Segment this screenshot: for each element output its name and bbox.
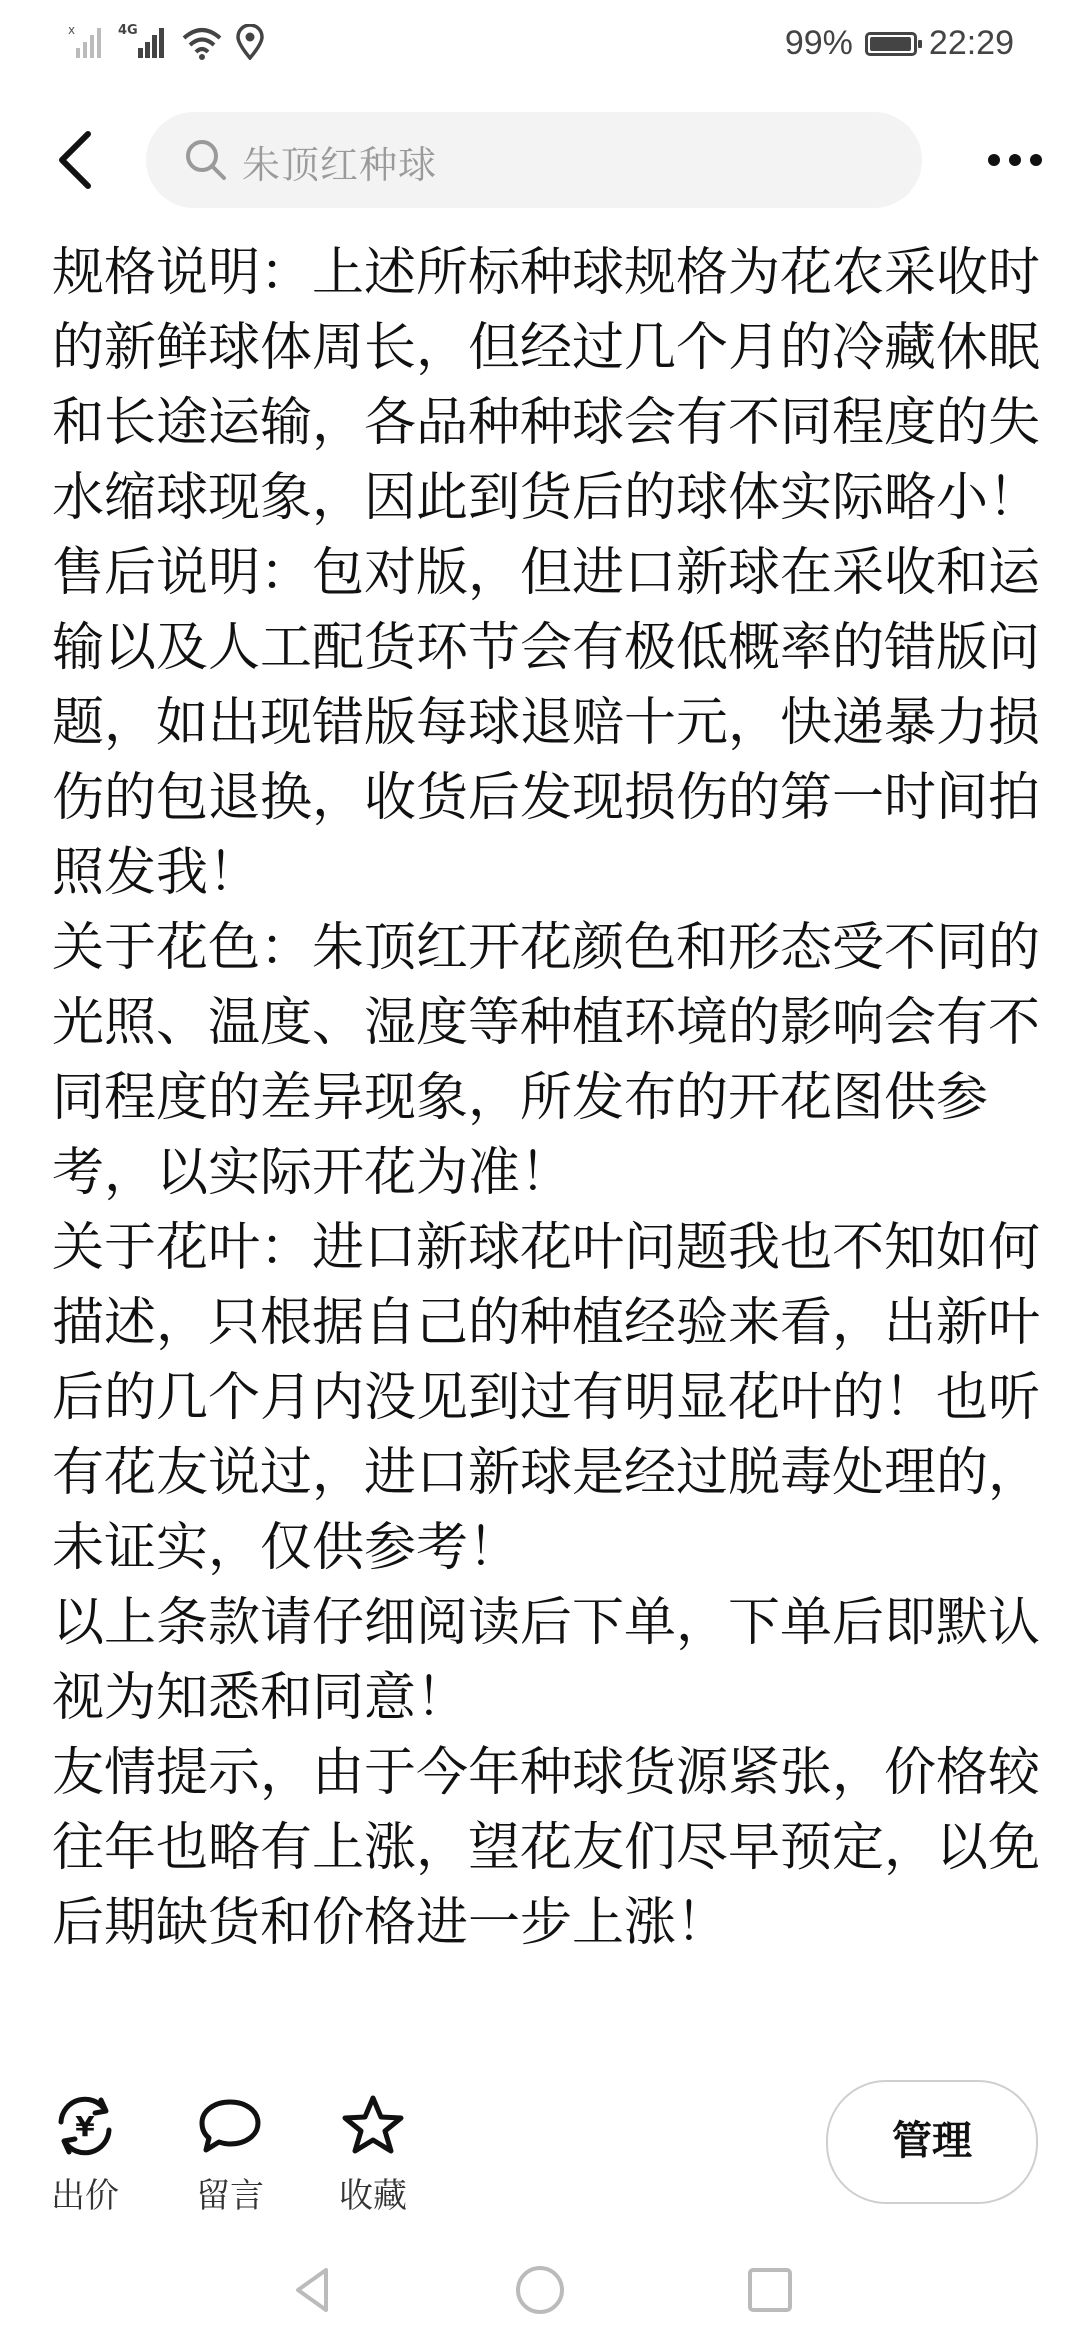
manage-button[interactable]: 管理 (826, 2080, 1038, 2204)
search-placeholder: 朱顶红种球 (242, 143, 438, 187)
paragraph-after-sales: 售后说明：包对版，但进口新球在采收和运输以及人工配货环节会有极低概率的错版问题，如出现错版每球退赔十元，快递暴力损伤的包退换，收货后发现损伤的第一时间拍照发我！ (52, 543, 1041, 903)
status-icons-left (66, 22, 264, 60)
status-icons-right (785, 24, 1014, 63)
svg-text:x: x (68, 23, 76, 37)
clock: 22:29 (928, 24, 1014, 62)
more-button[interactable] (970, 120, 1060, 200)
battery-percent: 99% (784, 24, 853, 62)
back-triangle-icon[interactable] (282, 2260, 342, 2320)
recents-square-icon[interactable] (740, 2260, 800, 2320)
system-navigation-bar (0, 2240, 1080, 2340)
battery-icon (865, 32, 917, 56)
bid-label: 出价 (51, 2176, 119, 2216)
paragraph-specification: 规格说明：上述所标种球规格为花农采收时的新鲜球体周长，但经过几个月的冷藏休眠和长途运输，各品种种球会有不同程度的失水缩球现象，因此到货后的球体实际略小！ (52, 243, 1041, 528)
back-icon (40, 120, 120, 200)
svg-text:¥: ¥ (75, 2110, 95, 2143)
paragraph-flower-color: 关于花色：朱顶红开花颜色和形态受不同的光照、温度、湿度等种植环境的影响会有不同程度的差异现象，所发布的开花图供参考，以实际开花为准！ (52, 918, 1041, 1203)
search-icon (182, 136, 230, 184)
bottom-action-bar (0, 2070, 1080, 2220)
favorite-button[interactable] (318, 2090, 428, 2217)
bid-button[interactable] (30, 2090, 140, 2217)
paragraph-friendly-tip: 友情提示，由于今年种球货源紧张，价格较往年也略有上涨，望花友们尽早预定，以免后期缺货和价格进一步上涨！ (52, 1743, 1041, 1953)
comment-button[interactable] (175, 2090, 285, 2217)
paragraph-flower-leaf: 关于花叶：进口新球花叶问题我也不知如何描述，只根据自己的种植经验来看，出新叶后的几个月内没见到过有明显花叶的！也听有花友说过，进口新球是经过脱毒处理的，未证实，仅供参考！ (52, 1218, 1041, 1578)
battery-fill (870, 37, 912, 51)
back-button[interactable] (40, 120, 120, 200)
yuan-exchange-icon (49, 2090, 121, 2162)
location-icon (236, 24, 264, 60)
favorite-label: 收藏 (339, 2176, 407, 2216)
star-icon (337, 2090, 409, 2162)
signal-4g-icon (118, 22, 168, 60)
comment-label: 留言 (196, 2176, 264, 2216)
wifi-icon (182, 26, 222, 60)
comment-bubble-icon (194, 2090, 266, 2162)
item-description (52, 236, 1042, 1961)
more-icon (970, 120, 1060, 200)
no-signal-icon (66, 22, 104, 60)
paragraph-terms: 以上条款请仔细阅读后下单，下单后即默认视为知悉和同意！ (52, 1593, 1041, 1728)
svg-text:4G: 4G (118, 23, 138, 38)
scrolled-off-text (0, 190, 1080, 230)
status-bar (0, 0, 1080, 90)
home-circle-icon[interactable] (510, 2260, 570, 2320)
